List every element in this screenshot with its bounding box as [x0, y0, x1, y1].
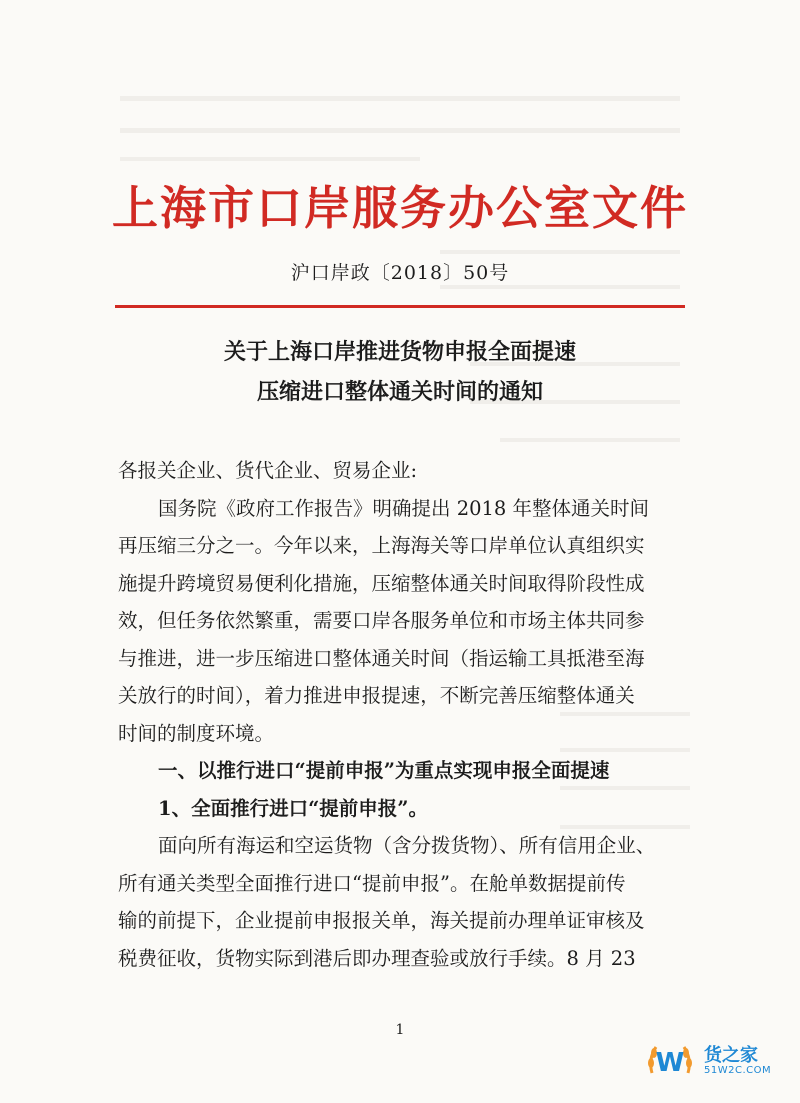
paragraph-2 — [118, 827, 688, 977]
red-divider-line — [115, 305, 685, 308]
laurel-logo-icon — [642, 1033, 698, 1089]
notice-title-line-2: 压缩进口整体通关时间的通知 — [256, 379, 543, 405]
paragraph-2-line: 税费征收，货物实际到港后即办理查验或放行手续。8 月 23 — [118, 946, 636, 970]
watermark-site: 51W2C.COM — [704, 1065, 772, 1077]
notice-title-line-1: 关于上海口岸推进货物申报全面提速 — [223, 339, 576, 365]
watermark-brand: 货之家 — [704, 1044, 758, 1066]
section-heading-1: 一、以推行进口“提前申报”为重点实现申报全面提速 — [158, 759, 610, 782]
paragraph-1-line: 效，但任务依然繁重，需要口岸各服务单位和市场主体共同参 — [118, 609, 645, 632]
paragraph-1-line: 关放行的时间），着力推进申报提速，不断完善压缩整体通关 — [118, 684, 635, 707]
page-number: 1 — [395, 1022, 405, 1038]
watermark-text — [704, 1046, 771, 1077]
paragraph-1-line: 施提升跨境贸易便利化措施，压缩整体通关时间取得阶段性成 — [118, 571, 645, 595]
document-header-title: 上海市口岸服务办公室文件 — [112, 181, 688, 235]
logo-letter: W — [655, 1048, 685, 1078]
site-watermark — [642, 1031, 792, 1091]
subsection-heading-1: 1、全面推行进口“提前申报”。 — [158, 796, 429, 820]
paragraph-1-line: 再压缩三分之一。今年以来，上海海关等口岸单位认真组织实 — [118, 534, 645, 557]
paragraph-1 — [118, 490, 688, 753]
paragraph-1-line: 与推进，进一步压缩进口整体通关时间（指运输工具抵港至海 — [118, 646, 645, 670]
document-body — [118, 452, 688, 977]
paragraph-1-line: 时间的制度环境。 — [118, 721, 275, 745]
paragraph-2-line: 输的前提下，企业提前申报报关单，海关提前办理单证审核及 — [118, 909, 645, 932]
notice-title — [0, 332, 800, 412]
paragraph-2-line: 所有通关类型全面推行进口“提前申报”。在舱单数据提前传 — [118, 871, 626, 895]
paragraph-2-line: 面向所有海运和空运货物（含分拨货物）、所有信用企业、 — [158, 834, 656, 857]
paragraph-1-line: 国务院《政府工作报告》明确提出 2018 年整体通关时间 — [158, 496, 650, 520]
addressee: 各报关企业、货代企业、贸易企业: — [118, 459, 418, 482]
document-number: 沪口岸政〔2018〕50号 — [290, 262, 510, 284]
